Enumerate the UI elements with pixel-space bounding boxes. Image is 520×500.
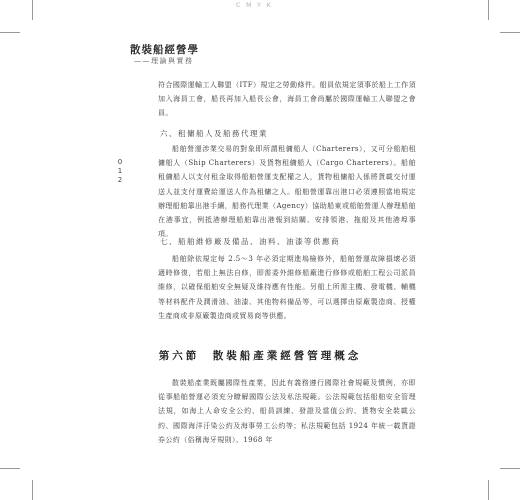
crop-mark [22, 480, 33, 500]
color-bar-label: C M Y K [236, 2, 273, 9]
crop-mark [0, 22, 20, 33]
crop-mark [488, 0, 499, 20]
chapter-section-title: 第六節 散裝船產業經營管理概念 [158, 350, 362, 362]
crop-mark [0, 468, 20, 479]
paragraph: 符合國際運輸工人聯盟（ITF）規定之勞動條件。船員依規定須事於船上工作須加入海員工會，船長再加入船長公會，海員工會尚屬於國際運輸工人聯盟之會員。 [158, 81, 416, 118]
section-heading: 七、船舶維修廠及備品、油料、油漆等供應商 [160, 237, 340, 246]
crop-mark [22, 0, 33, 20]
book-title: 散裝船經營學 [130, 44, 199, 56]
paragraph: 船舶營運涉業交易的對象即所謂租傭船人（Charterers），又可分船舶租傭船人（Ship Charterers）及貨物租傭船人（Cargo Charterers）。船舶租傭船人以支付租金取得船舶營運支配權之人，貨物租傭船人係將貨載交付運送人並支付運費給運送人作為租傭之人。船舶營運靠出港口必須遵照當地規定辦理船舶靠出港手續，船務代理業（Agency）協助船東或船舶營運人辦理船舶在港事宜，例抵港辦理船舶靠出港報到結關、安排領港、拖船及其他港埠事項。 [158, 145, 416, 239]
paragraph: 船舶除依規定每 2.5～3 年必須定期進塢檢修外，船舶營運故障損壞必須適時修復，若船上無法自修，即需委外維修船廠進行修修或船舶工程公司派員維修，以確保船舶安全無疑及維持應有性能。另船上所需主機、發電機、輔機等材料配件及潤滑油、油漆、其他物料備品等，可以選擇由原廠製造商、授權生產商或非原廠製造商或貿易商等供應。 [158, 255, 416, 320]
crop-mark [500, 468, 520, 479]
crop-mark [500, 22, 520, 33]
crop-mark [488, 480, 499, 500]
paragraph: 散裝船產業既屬國際性產業，因此有義務遵行國際社會規範及慣例，亦即從事船舶營運必須充分瞭解國際公法及私法規範。公法規範包括船舶安全管理法規，如海上人命安全公約、船員訓練、發證及當值公約、貨物安全裝載公約、國際海洋汙染公約及海事勞工公約等；私法規範包括 1924 年統一載貨證券公約（俗稱海牙規則）、1968 年 [158, 379, 416, 444]
page-number: 012 [117, 158, 123, 184]
section-heading: 六、租傭船人及船務代理業 [160, 129, 268, 138]
book-subtitle: ——理論與實務 [134, 57, 194, 65]
